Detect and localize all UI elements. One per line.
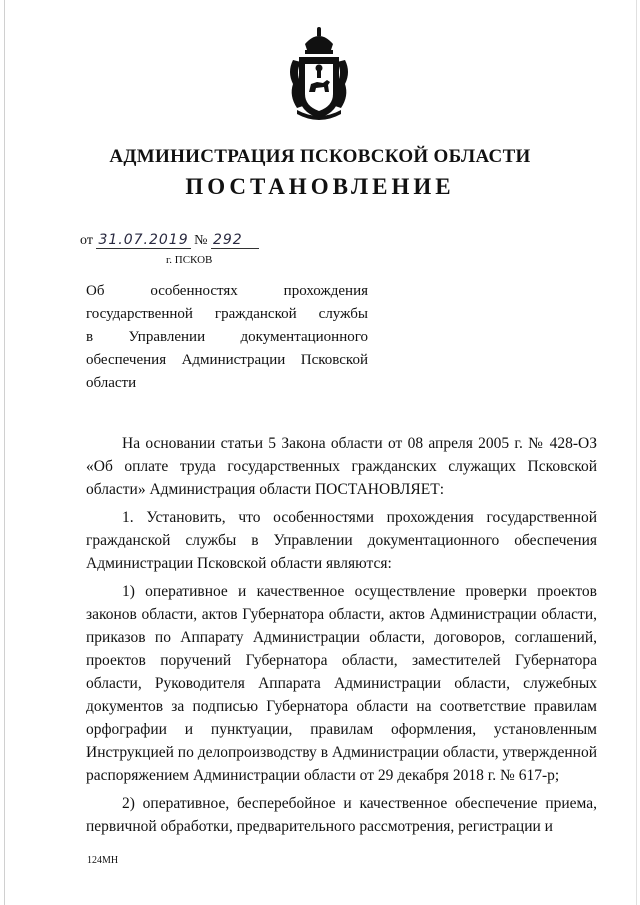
scan-edge-right [636, 0, 637, 905]
body-paragraph: 1. Установить, что особенностями прохождения государственной гражданской службы в Управлении документационного обеспечения Администрации Псковской области являются: [86, 509, 597, 572]
document-type: ПОСТАНОВЛЕНИЕ [185, 174, 455, 199]
handwritten-date: 31.07.2019 [98, 232, 189, 248]
body-paragraph: На основании статьи 5 Закона области от 08 апреля 2005 г. № 428-ОЗ «Об оплате труда государственных гражданских служащих Псковской области» Администрация области ПОСТАНОВЛЯЕТ: [86, 435, 597, 498]
subject-line: обеспечения Администрации Псковской [86, 352, 368, 368]
subject-line: области [86, 375, 137, 391]
subject-line: государственной гражданской службы [86, 306, 368, 322]
document-body [86, 432, 597, 843]
number-prefix: № [194, 233, 208, 248]
date-field [96, 233, 190, 249]
pskov-coat-of-arms-icon [283, 26, 355, 122]
city-label: г. ПСКОВ [166, 254, 213, 266]
body-paragraph: 2) оперативное, бесперебойное и качественное обеспечение приема, первичной обработки, предварительного рассмотрения, регистрации и [86, 795, 597, 835]
subject-line: Об особенностях прохождения [86, 283, 368, 299]
subject-line: в Управлении документационного [86, 329, 368, 345]
number-field [211, 233, 259, 249]
footer-code: 124МН [87, 855, 119, 866]
handwritten-number: 292 [212, 232, 243, 248]
body-paragraph: 1) оперативное и качественное осуществление проверки проектов законов области, актов Губернатора области, актов Администрации области, приказов по Аппарату Администрации области, договоров, соглашений, проектов поручений Губернатора области, заместителей Губернатора области, Руководителя Аппарата Администрации области, служебных документов за подписью Губернатора области на соответствие правилам орфографии и пунктуации, правилам оформления, установленным Инструкцией по делопроизводству в Администрации области, утвержденной распоряжением Администрации области от 29 декабря 2018 г. № 617-р; [86, 583, 597, 784]
organization-name: АДМИНИСТРАЦИЯ ПСКОВСКОЙ ОБЛАСТИ [109, 146, 531, 167]
subject-heading [86, 280, 368, 395]
date-prefix: от [80, 233, 93, 248]
scan-edge-left [4, 0, 5, 905]
registration-line [80, 232, 259, 249]
